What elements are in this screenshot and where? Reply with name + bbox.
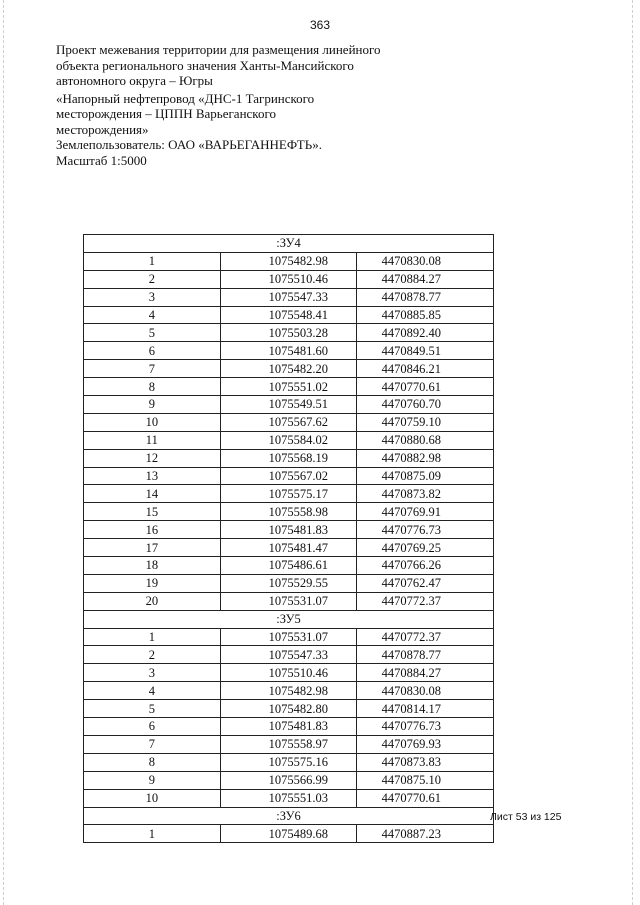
y-coordinate: 4470770.61 [357, 378, 494, 396]
project-line-1: «Напорный нефтепровод «ДНС-1 Тагринского [56, 90, 315, 106]
y-coordinate: 4470769.25 [357, 539, 494, 557]
table-row [84, 413, 494, 431]
project-line-3: месторождения» [56, 121, 149, 137]
point-number: 3 [84, 288, 221, 306]
table-row [84, 324, 494, 342]
group-header-row [84, 610, 494, 628]
x-coordinate: 1075481.47 [220, 539, 357, 557]
table-row [84, 735, 494, 753]
table-row [84, 628, 494, 646]
x-coordinate: 1075575.17 [220, 485, 357, 503]
point-number: 1 [84, 252, 221, 270]
document-header [56, 42, 396, 168]
x-coordinate: 1075548.41 [220, 306, 357, 324]
y-coordinate: 4470776.73 [357, 718, 494, 736]
table-row [84, 360, 494, 378]
y-coordinate: 4470873.82 [357, 485, 494, 503]
header-line-2: объекта регионального значения Ханты-Мансийского [56, 57, 354, 73]
table-row [84, 485, 494, 503]
point-number: 10 [84, 413, 221, 431]
y-coordinate: 4470830.08 [357, 252, 494, 270]
point-number: 13 [84, 467, 221, 485]
x-coordinate: 1075503.28 [220, 324, 357, 342]
table-row [84, 539, 494, 557]
page-number: 363 [309, 18, 331, 32]
point-number: 17 [84, 539, 221, 557]
x-coordinate: 1075482.20 [220, 360, 357, 378]
y-coordinate: 4470772.37 [357, 628, 494, 646]
x-coordinate: 1075481.83 [220, 521, 357, 539]
coordinates-table [83, 234, 494, 843]
point-number: 9 [84, 396, 221, 414]
y-coordinate: 4470769.91 [357, 503, 494, 521]
table-row [84, 521, 494, 539]
y-coordinate: 4470875.09 [357, 467, 494, 485]
x-coordinate: 1075568.19 [220, 449, 357, 467]
y-coordinate: 4470830.08 [357, 682, 494, 700]
scan-edge-right [632, 0, 634, 905]
sheet-counter: Лист 53 из 125 [490, 811, 562, 823]
x-coordinate: 1075551.03 [220, 789, 357, 807]
x-coordinate: 1075510.46 [220, 664, 357, 682]
y-coordinate: 4470887.23 [357, 825, 494, 843]
table-row [84, 306, 494, 324]
group-label: :ЗУ4 [84, 235, 494, 253]
point-number: 10 [84, 789, 221, 807]
point-number: 5 [84, 324, 221, 342]
scan-edge-left [3, 0, 5, 905]
x-coordinate: 1075531.07 [220, 628, 357, 646]
group-header-row [84, 235, 494, 253]
table-row [84, 682, 494, 700]
point-number: 19 [84, 574, 221, 592]
table-row [84, 646, 494, 664]
point-number: 11 [84, 431, 221, 449]
point-number: 12 [84, 449, 221, 467]
table-row [84, 557, 494, 575]
table-row [84, 467, 494, 485]
x-coordinate: 1075481.83 [220, 718, 357, 736]
y-coordinate: 4470769.93 [357, 735, 494, 753]
group-label: :ЗУ6 [84, 807, 494, 825]
group-label: :ЗУ5 [84, 610, 494, 628]
table-row [84, 664, 494, 682]
point-number: 15 [84, 503, 221, 521]
x-coordinate: 1075486.61 [220, 557, 357, 575]
point-number: 1 [84, 825, 221, 843]
table-row [84, 503, 494, 521]
y-coordinate: 4470762.47 [357, 574, 494, 592]
table-row [84, 789, 494, 807]
table-row [84, 700, 494, 718]
table-row [84, 431, 494, 449]
x-coordinate: 1075482.98 [220, 252, 357, 270]
table-row [84, 718, 494, 736]
y-coordinate: 4470814.17 [357, 700, 494, 718]
point-number: 8 [84, 753, 221, 771]
y-coordinate: 4470882.98 [357, 449, 494, 467]
point-number: 2 [84, 646, 221, 664]
x-coordinate: 1075489.68 [220, 825, 357, 843]
x-coordinate: 1075566.99 [220, 771, 357, 789]
table-row [84, 753, 494, 771]
point-number: 3 [84, 664, 221, 682]
y-coordinate: 4470873.83 [357, 753, 494, 771]
point-number: 2 [84, 270, 221, 288]
x-coordinate: 1075481.60 [220, 342, 357, 360]
land-user: Землепользователь: ОАО «ВАРЬЕГАННЕФТЬ». [56, 137, 322, 152]
point-number: 9 [84, 771, 221, 789]
y-coordinate: 4470760.70 [357, 396, 494, 414]
y-coordinate: 4470878.77 [357, 288, 494, 306]
table-row [84, 771, 494, 789]
point-number: 4 [84, 306, 221, 324]
point-number: 5 [84, 700, 221, 718]
y-coordinate: 4470849.51 [357, 342, 494, 360]
point-number: 20 [84, 592, 221, 610]
point-number: 18 [84, 557, 221, 575]
group-header-row [84, 807, 494, 825]
x-coordinate: 1075575.16 [220, 753, 357, 771]
x-coordinate: 1075567.02 [220, 467, 357, 485]
point-number: 7 [84, 735, 221, 753]
point-number: 4 [84, 682, 221, 700]
x-coordinate: 1075558.97 [220, 735, 357, 753]
scale: Масштаб 1:5000 [56, 152, 147, 168]
table-row [84, 396, 494, 414]
header-line-3: автономного округа – Югры [56, 73, 213, 88]
x-coordinate: 1075482.98 [220, 682, 357, 700]
table-row [84, 342, 494, 360]
table-row [84, 288, 494, 306]
y-coordinate: 4470875.10 [357, 771, 494, 789]
table-row [84, 825, 494, 843]
y-coordinate: 4470885.85 [357, 306, 494, 324]
x-coordinate: 1075482.80 [220, 700, 357, 718]
table-row [84, 592, 494, 610]
point-number: 8 [84, 378, 221, 396]
table-row [84, 378, 494, 396]
y-coordinate: 4470878.77 [357, 646, 494, 664]
x-coordinate: 1075549.51 [220, 396, 357, 414]
y-coordinate: 4470846.21 [357, 360, 494, 378]
y-coordinate: 4470884.27 [357, 270, 494, 288]
y-coordinate: 4470759.10 [357, 413, 494, 431]
table-row [84, 252, 494, 270]
y-coordinate: 4470776.73 [357, 521, 494, 539]
point-number: 1 [84, 628, 221, 646]
table-row [84, 449, 494, 467]
table-row [84, 574, 494, 592]
point-number: 7 [84, 360, 221, 378]
y-coordinate: 4470884.27 [357, 664, 494, 682]
y-coordinate: 4470770.61 [357, 789, 494, 807]
point-number: 6 [84, 342, 221, 360]
x-coordinate: 1075584.02 [220, 431, 357, 449]
y-coordinate: 4470892.40 [357, 324, 494, 342]
point-number: 6 [84, 718, 221, 736]
project-line-2: месторождения – ЦППН Варьеганского [56, 106, 276, 121]
x-coordinate: 1075510.46 [220, 270, 357, 288]
table-row [84, 270, 494, 288]
x-coordinate: 1075529.55 [220, 574, 357, 592]
point-number: 16 [84, 521, 221, 539]
x-coordinate: 1075531.07 [220, 592, 357, 610]
x-coordinate: 1075547.33 [220, 646, 357, 664]
coordinates-table-body [84, 235, 494, 843]
header-line-1: Проект межевания территории для размещения линейного [56, 42, 381, 57]
point-number: 14 [84, 485, 221, 503]
y-coordinate: 4470880.68 [357, 431, 494, 449]
x-coordinate: 1075551.02 [220, 378, 357, 396]
y-coordinate: 4470766.26 [357, 557, 494, 575]
x-coordinate: 1075558.98 [220, 503, 357, 521]
x-coordinate: 1075567.62 [220, 413, 357, 431]
y-coordinate: 4470772.37 [357, 592, 494, 610]
x-coordinate: 1075547.33 [220, 288, 357, 306]
